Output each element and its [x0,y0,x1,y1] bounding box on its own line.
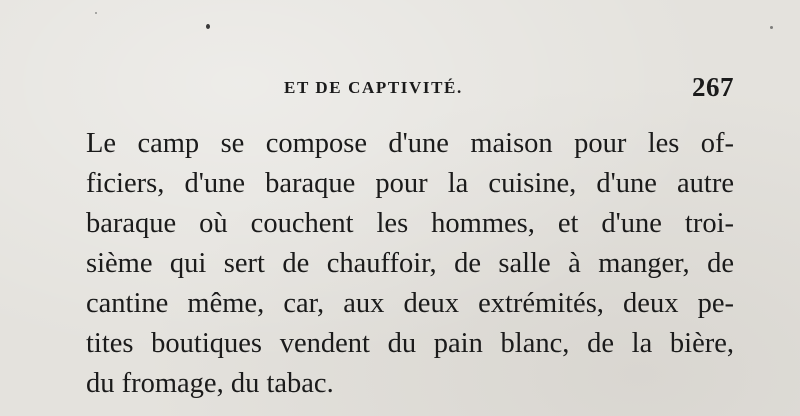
text-line: cantine même, car, aux deux extrémités, deux pe- [86,288,734,319]
body-paragraph [86,124,734,404]
running-title: ET DE CAPTIVITÉ. [284,78,463,97]
ink-speck [95,12,97,14]
text-line: sième qui sert de chauffoir, de salle à manger, de [86,248,734,279]
text-line: du fromage, du tabac. [86,368,334,399]
text-line: tites boutiques vendent du pain blanc, de la bière, [86,328,734,359]
text-line: baraque où couchent les hommes, et d'une troi- [86,208,734,239]
ink-speck [206,24,210,29]
running-head [84,72,734,106]
text-line: Le camp se compose d'une maison pour les of- [86,128,734,159]
page-number: 267 [692,72,734,102]
ink-speck [770,26,773,29]
text-line: ficiers, d'une baraque pour la cuisine, d'une autre [86,168,734,199]
